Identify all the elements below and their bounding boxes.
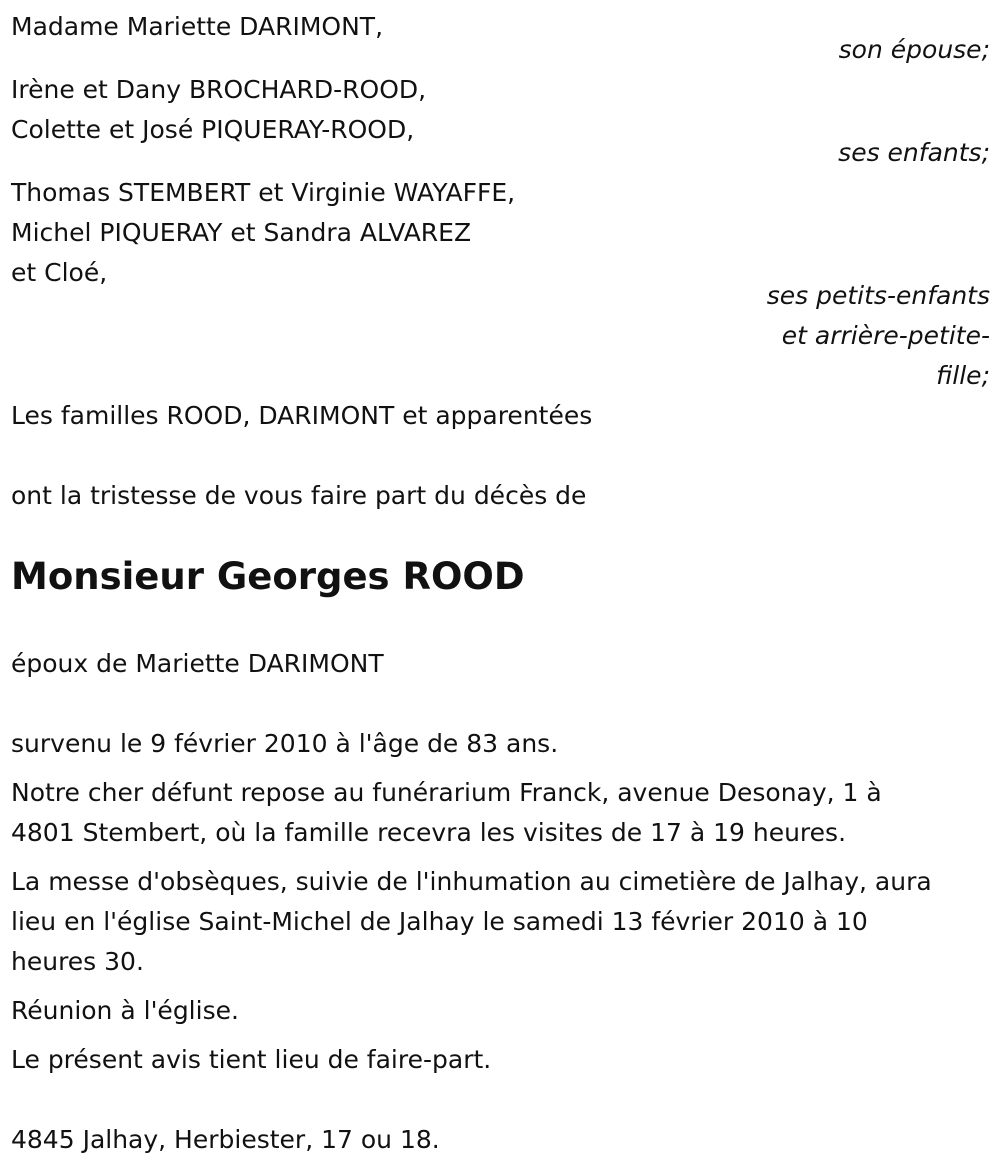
grandchildren-role-line-1: ses petits-enfants <box>766 281 990 310</box>
relation-line: époux de Mariette DARIMONT <box>11 649 384 678</box>
funerarium-line-2: 4801 Stembert, où la famille recevra les visites de 17 à 19 heures. <box>11 818 847 847</box>
deceased-name: Monsieur Georges ROOD <box>11 555 525 598</box>
announcement-intro: ont la tristesse de vous faire part du décès de <box>11 481 587 510</box>
grandchild-1: Thomas STEMBERT et Virginie WAYAFFE, <box>11 178 516 207</box>
meeting-line: Réunion à l'église. <box>11 996 239 1025</box>
mass-line-3: heures 30. <box>11 947 144 976</box>
notice-line: Le présent avis tient lieu de faire-part. <box>11 1045 492 1074</box>
grandchildren-role-line-2: et arrière-petite- <box>781 321 990 350</box>
child-1: Irène et Dany BROCHARD-ROOD, <box>11 75 427 104</box>
mass-line-1: La messe d'obsèques, suivie de l'inhumation au cimetière de Jalhay, aura <box>11 867 932 896</box>
grandchildren-role-line-3: fille; <box>936 361 990 390</box>
children-role: ses enfants; <box>838 138 990 167</box>
mass-line-2: lieu en l'église Saint-Michel de Jalhay le samedi 13 février 2010 à 10 <box>11 907 868 936</box>
spouse-name: Madame Mariette DARIMONT, <box>11 12 384 41</box>
families-line: Les familles ROOD, DARIMONT et apparentées <box>11 401 593 430</box>
grandchild-2: Michel PIQUERAY et Sandra ALVAREZ <box>11 218 472 247</box>
grandchild-3: et Cloé, <box>11 258 108 287</box>
child-2: Colette et José PIQUERAY-ROOD, <box>11 115 415 144</box>
death-info: survenu le 9 février 2010 à l'âge de 83 ans. <box>11 729 559 758</box>
address-line: 4845 Jalhay, Herbiester, 17 ou 18. <box>11 1125 440 1154</box>
spouse-role: son épouse; <box>838 35 990 64</box>
funerarium-line-1: Notre cher défunt repose au funérarium Franck, avenue Desonay, 1 à <box>11 778 882 807</box>
